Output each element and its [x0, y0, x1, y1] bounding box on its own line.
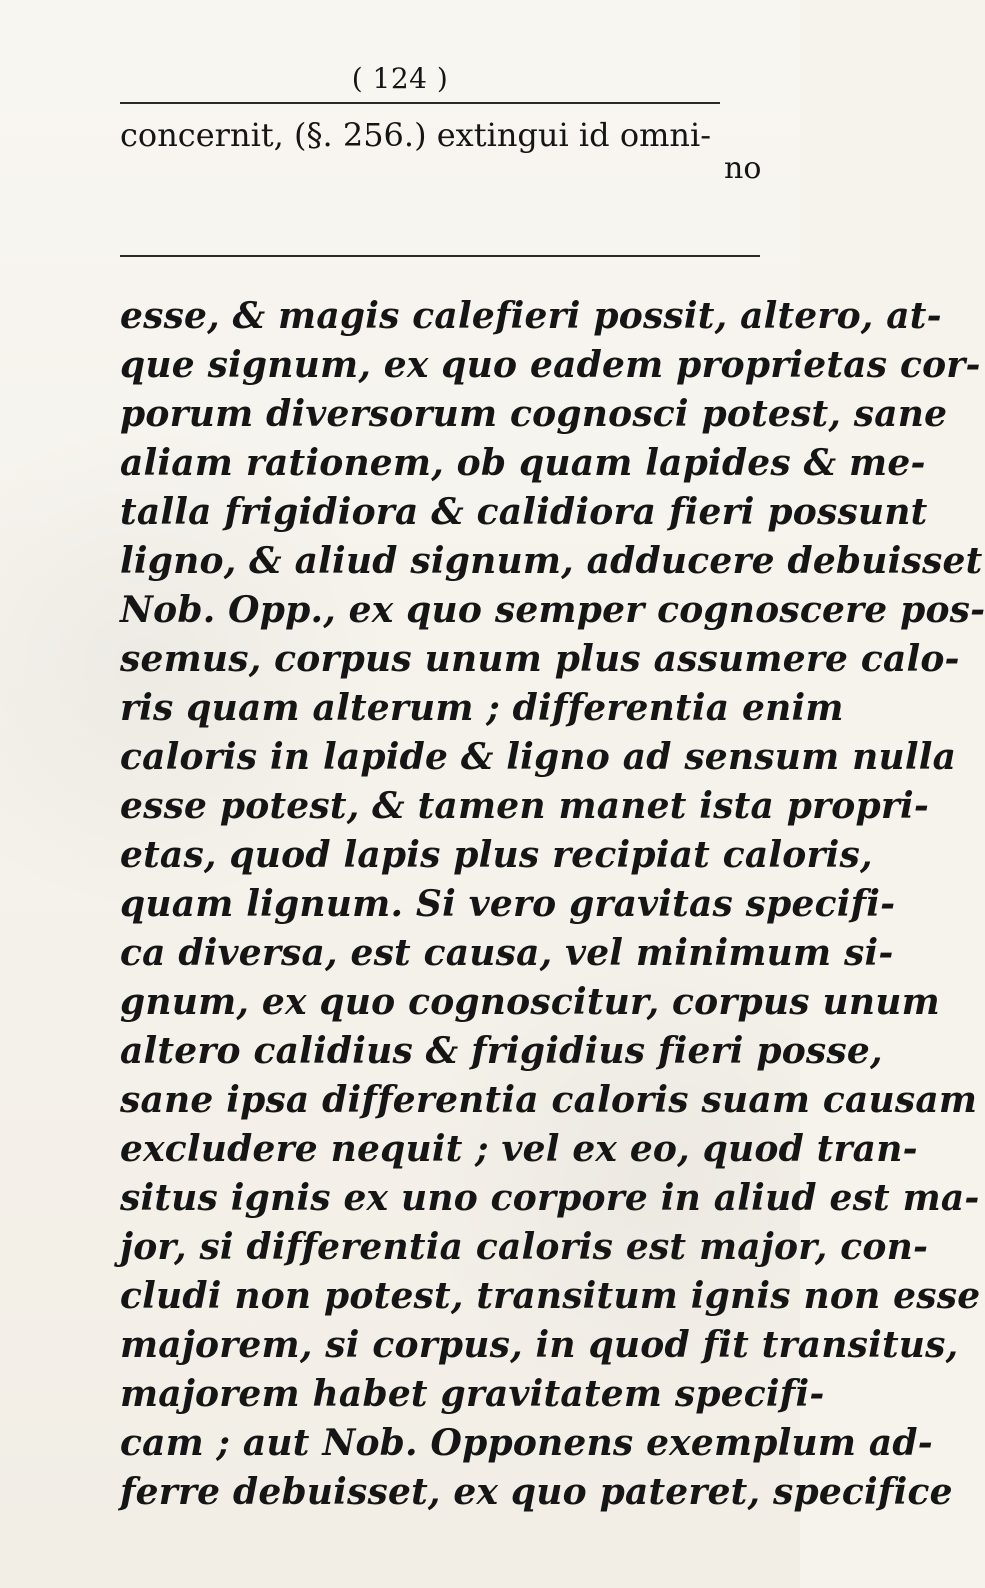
paragraph-line: majorem habet gravitatem specifi-	[120, 1373, 825, 1415]
paragraph-line: ca diversa, est causa, vel minimum si-	[120, 932, 894, 974]
paragraph-line: cam ; aut Nob. Opponens exemplum ad-	[120, 1422, 933, 1464]
main-paragraph	[120, 292, 985, 1517]
paragraph-line: porum diversorum cognosci potest, sane	[120, 393, 948, 435]
paragraph-line: Nob. Opp., ex quo semper cognoscere pos-	[120, 589, 985, 631]
paragraph-line: talla frigidiora & calidiora fieri possunt	[120, 491, 928, 533]
paragraph-line: quam lignum. Si vero gravitas specifi-	[120, 883, 896, 925]
intro-line-2: no	[724, 151, 762, 186]
paragraph-line: sane ipsa differentia caloris suam causam	[120, 1079, 978, 1121]
paragraph-line: esse potest, & tamen manet ista propri-	[120, 785, 930, 827]
paragraph-line: esse, & magis calefieri possit, altero, at-	[120, 295, 942, 337]
header-rule	[120, 102, 720, 104]
page-number: ( 124 )	[351, 62, 449, 95]
paragraph-line: caloris in lapide & ligno ad sensum nulla	[120, 736, 957, 778]
paragraph-line: que signum, ex quo eadem proprietas cor-	[120, 344, 981, 386]
paragraph-line: jor, si differentia caloris est major, con-	[120, 1226, 929, 1268]
paragraph-line: etas, quod lapis plus recipiat caloris,	[120, 834, 873, 876]
paragraph-line: excludere nequit ; vel ex eo, quod tran-	[120, 1128, 918, 1170]
paragraph-line: situs ignis ex uno corpore in aliud est ma-	[120, 1177, 980, 1219]
intro-line-1: concernit, (§. 256.) extingui id omni-	[120, 116, 712, 154]
intro-text	[120, 118, 780, 186]
paragraph-line: ligno, & aliud signum, adducere debuisset	[120, 540, 983, 582]
paragraph-line: semus, corpus unum plus assumere calo-	[120, 638, 960, 680]
paragraph-line: ris quam alterum ; differentia enim	[120, 687, 844, 729]
paragraph-line: aliam rationem, ob quam lapides & me-	[120, 442, 926, 484]
paragraph-line: cludi non potest, transitum ignis non esse	[120, 1275, 981, 1317]
paragraph-line: ferre debuisset, ex quo pateret, specifice	[120, 1471, 953, 1513]
section-rule	[120, 255, 760, 257]
paragraph-line: gnum, ex quo cognoscitur, corpus unum	[120, 981, 940, 1023]
paragraph-line: altero calidius & frigidius fieri posse,	[120, 1030, 883, 1072]
paragraph-line: majorem, si corpus, in quod fit transitus,	[120, 1324, 959, 1366]
page-header	[0, 62, 800, 95]
